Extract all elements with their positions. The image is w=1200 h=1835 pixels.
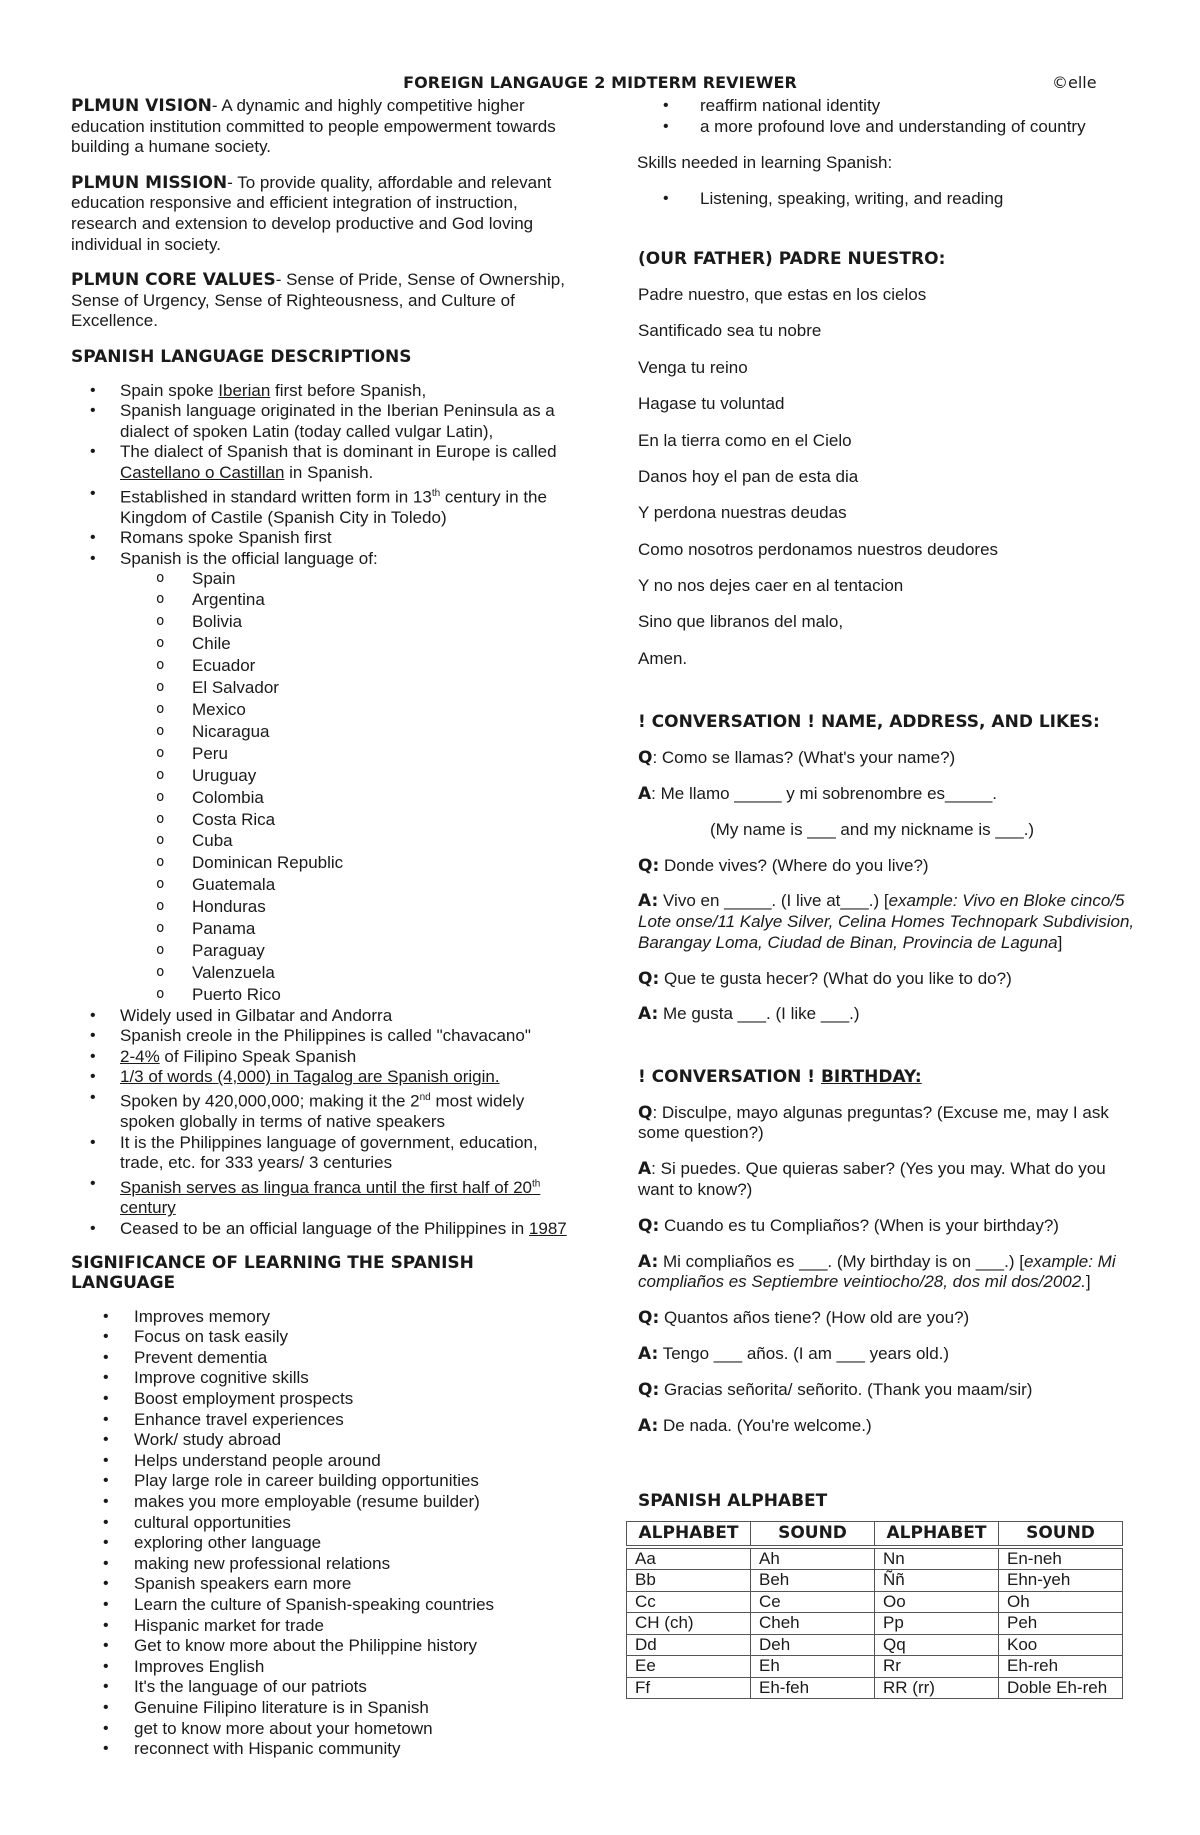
list-item: • Romans spoke Spanish first bbox=[71, 528, 573, 549]
table-cell: Pp bbox=[875, 1613, 999, 1635]
conv1-a1-translation: (My name is ___ and my nickname is ___.) bbox=[710, 819, 1035, 839]
countries-list bbox=[71, 568, 573, 1006]
country-item: o Ecuador bbox=[71, 655, 573, 677]
mission-paragraph bbox=[71, 173, 573, 255]
country-item: o Costa Rica bbox=[71, 809, 573, 831]
column-header: SOUND bbox=[751, 1522, 875, 1547]
table-row bbox=[627, 1547, 1123, 1570]
significance-item: • Play large role in career building opportunities bbox=[71, 1471, 573, 1492]
table-cell: CH (ch) bbox=[627, 1613, 751, 1635]
descriptions-list bbox=[71, 381, 573, 570]
table-cell: Oo bbox=[875, 1591, 999, 1613]
table-cell: Oh bbox=[999, 1591, 1123, 1613]
prayer-heading: (OUR FATHER) PADRE NUESTRO: bbox=[638, 249, 946, 270]
prayer-line: Como nosotros perdonamos nuestros deudores bbox=[638, 539, 999, 559]
country-item: o Panama bbox=[71, 918, 573, 940]
table-row bbox=[627, 1613, 1123, 1635]
skills-label: Skills needed in learning Spanish: bbox=[637, 153, 893, 173]
list-item: • Ceased to be an official language of the Philippines in 1987 bbox=[71, 1219, 573, 1240]
table-row bbox=[627, 1570, 1123, 1592]
significance-item: • Improves memory bbox=[71, 1307, 573, 1328]
vision-text: - A dynamic and highly competitive higher education institution committed to people empowerment towards building a humane society. bbox=[71, 96, 556, 157]
table-cell: RR (rr) bbox=[875, 1677, 999, 1699]
country-item: o Mexico bbox=[71, 699, 573, 721]
table-cell: Ff bbox=[627, 1677, 751, 1699]
country-item: o Dominican Republic bbox=[71, 852, 573, 874]
list-item: • Spanish is the official language of: bbox=[71, 549, 573, 570]
table-cell: Peh bbox=[999, 1613, 1123, 1635]
country-item: o Spain bbox=[71, 568, 573, 590]
conv2-a2: A: Mi compliaños es ___. (My birthday is on ___.) [example: Mi compliaños es Septiembre veintiocho/28, dos mil dos/2002.] bbox=[638, 1251, 1116, 1292]
conv1-a2: A: Vivo en _____. (I live at___.) [example: Vivo en Bloke cinco/5 Lote onse/11 Kalye Silver, Celina Homes Technopark Subdivision, Barangay Loma, Ciudad de Binan, Provincia de Laguna] bbox=[638, 891, 1135, 952]
country-item: o Honduras bbox=[71, 896, 573, 918]
list-item: • 2-4% of Filipino Speak Spanish bbox=[71, 1047, 573, 1068]
copyright-mark: ©elle bbox=[1052, 73, 1097, 92]
list-item: • 1/3 of words (4,000) in Tagalog are Spanish origin. bbox=[71, 1067, 573, 1088]
prayer-line: Venga tu reino bbox=[638, 357, 748, 377]
table-cell: Ce bbox=[751, 1591, 875, 1613]
skill-item: • Listening, speaking, writing, and reading bbox=[638, 189, 1138, 210]
prayer-line: Y no nos dejes caer en al tentacion bbox=[638, 576, 904, 596]
country-item: o Chile bbox=[71, 633, 573, 655]
core-values-text: - Sense of Pride, Sense of Ownership, Sense of Urgency, Sense of Righteousness, and Culture of Excellence. bbox=[71, 270, 565, 331]
list-item: • Widely used in Gilbatar and Andorra bbox=[71, 1006, 573, 1027]
core-values-paragraph bbox=[71, 270, 573, 332]
prayer-line: En la tierra como en el Cielo bbox=[638, 430, 852, 450]
conv2-q2: Q: Cuando es tu Compliaños? (When is your birthday?) bbox=[638, 1215, 1059, 1236]
conversation-name-heading: ! CONVERSATION ! NAME, ADDRESS, AND LIKES: bbox=[638, 712, 1100, 733]
country-item: o Colombia bbox=[71, 787, 573, 809]
right-column bbox=[635, 96, 1138, 1699]
significance-item: • reconnect with Hispanic community bbox=[71, 1739, 573, 1760]
page-title: FOREIGN LANGAUGE 2 MIDTERM REVIEWER bbox=[403, 73, 797, 92]
mission-text: - To provide quality, affordable and relevant education responsive and efficient integration of instruction, research and extension to develop productive and God loving individual in society. bbox=[71, 172, 552, 254]
conv2-a3: A: Tengo ___ años. (I am ___ years old.) bbox=[638, 1344, 950, 1365]
list-item: • Spanish creole in the Philippines is called "chavacano" bbox=[71, 1026, 573, 1047]
country-item: o Nicaragua bbox=[71, 721, 573, 743]
column-header: SOUND bbox=[999, 1522, 1123, 1547]
table-cell: Deh bbox=[751, 1634, 875, 1656]
prayer-lines bbox=[638, 285, 1138, 670]
significance-item: • cultural opportunities bbox=[71, 1513, 573, 1534]
significance-item: • makes you more employable (resume builder) bbox=[71, 1492, 573, 1513]
table-cell: Eh-feh bbox=[751, 1677, 875, 1699]
prayer-line: Y perdona nuestras deudas bbox=[638, 503, 847, 523]
table-row bbox=[627, 1591, 1123, 1613]
significance-item: • Hispanic market for trade bbox=[71, 1616, 573, 1637]
country-item: o Cuba bbox=[71, 830, 573, 852]
table-cell: Qq bbox=[875, 1634, 999, 1656]
alphabet-header-row bbox=[627, 1522, 1123, 1547]
prayer-line: Sino que libranos del malo, bbox=[638, 612, 844, 632]
table-cell: Aa bbox=[627, 1547, 751, 1570]
conv2-a1: A: Si puedes. Que quieras saber? (Yes you may. What do you want to know?) bbox=[638, 1159, 1106, 1199]
country-item: o Peru bbox=[71, 743, 573, 765]
significance-heading: SIGNIFICANCE OF LEARNING THE SPANISH LANGUAGE bbox=[71, 1252, 474, 1294]
table-cell: Ññ bbox=[875, 1570, 999, 1592]
significance-list bbox=[71, 1307, 573, 1760]
country-item: o El Salvador bbox=[71, 677, 573, 699]
list-item: • It is the Philippines language of government, education, trade, etc. for 333 years/ 3 centuries bbox=[71, 1133, 573, 1174]
significance-item: • Focus on task easily bbox=[71, 1327, 573, 1348]
list-item: • a more profound love and understanding of country bbox=[638, 117, 1138, 138]
country-item: o Puerto Rico bbox=[71, 984, 573, 1006]
prayer-line: Amen. bbox=[638, 648, 688, 668]
prayer-line: Danos hoy el pan de esta dia bbox=[638, 466, 859, 486]
table-cell: Doble Eh-reh bbox=[999, 1677, 1123, 1699]
significance-item: • Learn the culture of Spanish-speaking countries bbox=[71, 1595, 573, 1616]
significance-item: • get to know more about your hometown bbox=[71, 1719, 573, 1740]
conv2-q3: Q: Quantos años tiene? (How old are you?) bbox=[638, 1308, 970, 1329]
conv1-q1: Q: Como se llamas? (What's your name?) bbox=[638, 747, 956, 768]
column-header: ALPHABET bbox=[627, 1522, 751, 1547]
country-item: o Paraguay bbox=[71, 940, 573, 962]
table-cell: Nn bbox=[875, 1547, 999, 1570]
vision-paragraph bbox=[71, 96, 573, 158]
conv2-a4: A: De nada. (You're welcome.) bbox=[638, 1415, 872, 1436]
table-cell: Cheh bbox=[751, 1613, 875, 1635]
alphabet-table bbox=[626, 1521, 1123, 1699]
table-cell: Eh bbox=[751, 1656, 875, 1678]
skills-list bbox=[638, 189, 1138, 210]
conv1-a3: A: Me gusta ___. (I like ___.) bbox=[638, 1004, 860, 1025]
conv2-q4: Q: Gracias señorita/ señorito. (Thank you maam/sir) bbox=[638, 1380, 1033, 1400]
list-item: • Spanish serves as lingua franca until the first half of 20th century bbox=[71, 1174, 573, 1219]
descriptions-heading: SPANISH LANGUAGE DESCRIPTIONS bbox=[71, 346, 412, 367]
alphabet-heading: SPANISH ALPHABET bbox=[638, 1490, 828, 1511]
country-item: o Guatemala bbox=[71, 874, 573, 896]
conversation-birthday-heading: ! CONVERSATION ! BIRTHDAY: bbox=[638, 1067, 922, 1088]
top-list bbox=[638, 96, 1138, 137]
table-row bbox=[627, 1634, 1123, 1656]
core-values-label: PLMUN CORE VALUES bbox=[71, 270, 276, 291]
table-cell: Bb bbox=[627, 1570, 751, 1592]
conv1-a1: A: Me llamo _____ y mi sobrenombre es_____. bbox=[638, 783, 998, 804]
table-cell: Ehn-yeh bbox=[999, 1570, 1123, 1592]
country-item: o Valenzuela bbox=[71, 962, 573, 984]
prayer-line: Padre nuestro, que estas en los cielos bbox=[638, 284, 927, 304]
list-item: • reaffirm national identity bbox=[638, 96, 1138, 117]
mission-label: PLMUN MISSION bbox=[71, 172, 228, 193]
table-cell: Cc bbox=[627, 1591, 751, 1613]
conv1-q2: Q: Donde vives? (Where do you live?) bbox=[638, 855, 929, 876]
country-item: o Uruguay bbox=[71, 765, 573, 787]
table-cell: Ah bbox=[751, 1547, 875, 1570]
list-item: • Established in standard written form in 13th century in the Kingdom of Castile (Spanish City in Toledo) bbox=[71, 484, 573, 529]
significance-item: • Improve cognitive skills bbox=[71, 1368, 573, 1389]
significance-item: • It's the language of our patriots bbox=[71, 1677, 573, 1698]
list-item: • Spoken by 420,000,000; making it the 2nd most widely spoken globally in terms of native speakers bbox=[71, 1088, 573, 1133]
table-row bbox=[627, 1677, 1123, 1699]
significance-item: • Get to know more about the Philippine history bbox=[71, 1636, 573, 1657]
significance-item: • Work/ study abroad bbox=[71, 1430, 573, 1451]
vision-label: PLMUN VISION bbox=[71, 96, 212, 116]
list-item: • The dialect of Spanish that is dominant in Europe is called Castellano o Castillan in Spanish. bbox=[71, 442, 573, 483]
descriptions-list-continued bbox=[71, 1006, 573, 1240]
significance-item: • Helps understand people around bbox=[71, 1451, 573, 1472]
significance-item: • exploring other language bbox=[71, 1533, 573, 1554]
significance-item: • Spanish speakers earn more bbox=[71, 1574, 573, 1595]
table-cell: Koo bbox=[999, 1634, 1123, 1656]
significance-item: • Boost employment prospects bbox=[71, 1389, 573, 1410]
table-cell: Eh-reh bbox=[999, 1656, 1123, 1678]
left-column bbox=[71, 96, 573, 1760]
conv1-q3: Q: Que te gusta hecer? (What do you like to do?) bbox=[638, 968, 1012, 989]
significance-item: • Improves English bbox=[71, 1657, 573, 1678]
significance-item: • Prevent dementia bbox=[71, 1348, 573, 1369]
table-cell: Rr bbox=[875, 1656, 999, 1678]
list-item: • Spanish language originated in the Iberian Peninsula as a dialect of spoken Latin (today called vulgar Latin), bbox=[71, 401, 573, 442]
significance-item: • making new professional relations bbox=[71, 1554, 573, 1575]
column-header: ALPHABET bbox=[875, 1522, 999, 1547]
table-cell: Dd bbox=[627, 1634, 751, 1656]
list-item: • Spain spoke Iberian first before Spanish, bbox=[71, 381, 573, 402]
country-item: o Argentina bbox=[71, 589, 573, 611]
table-cell: En-neh bbox=[999, 1547, 1123, 1570]
significance-item: • Enhance travel experiences bbox=[71, 1410, 573, 1431]
conv2-q1: Q: Disculpe, mayo algunas preguntas? (Excuse me, may I ask some question?) bbox=[638, 1102, 1109, 1143]
prayer-line: Hagase tu voluntad bbox=[638, 394, 785, 414]
significance-item: • Genuine Filipino literature is in Spanish bbox=[71, 1698, 573, 1719]
table-cell: Beh bbox=[751, 1570, 875, 1592]
prayer-line: Santificado sea tu nobre bbox=[638, 321, 822, 341]
country-item: o Bolivia bbox=[71, 611, 573, 633]
table-row bbox=[627, 1656, 1123, 1678]
table-cell: Ee bbox=[627, 1656, 751, 1678]
